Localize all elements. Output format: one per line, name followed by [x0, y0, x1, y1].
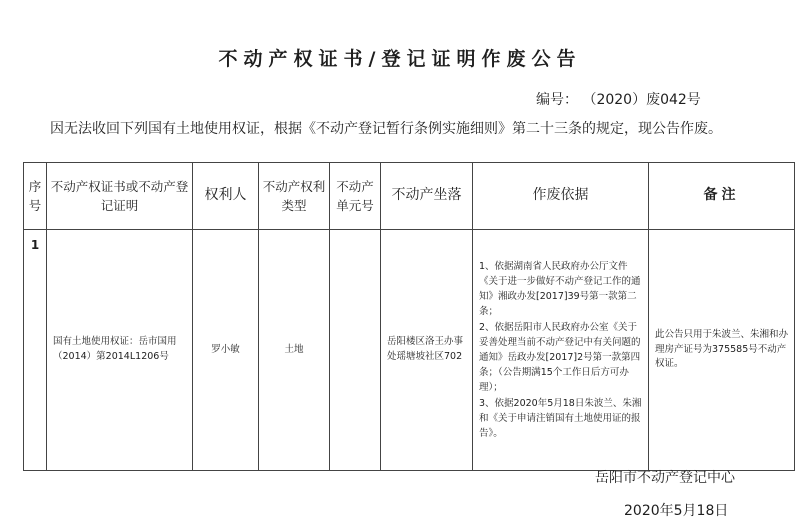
header-holder: 权利人: [193, 163, 259, 230]
header-unit-no: 不动产单元号: [330, 163, 381, 230]
basis-item-1: 1、依据湖南省人民政府办公厅文件《关于进一步做好不动产登记工作的通知》湘政办发[2017]39号第一款第二条；: [479, 260, 641, 318]
basis-item-3: 3、依据2020年5月18日朱波兰、朱湘和《关于申请注销国有土地使用证的报告》。: [479, 397, 642, 439]
cell-location: 岳阳楼区洛王办事处瑶塘坡社区702: [381, 230, 473, 471]
cell-holder: 罗小敏: [193, 230, 259, 471]
cell-unit-no: [330, 230, 381, 471]
cell-remark: 此公告只用于朱波兰、朱湘和办理房产证号为375585号不动产权证。: [649, 230, 795, 471]
cell-certificate: 国有土地使用权证：岳市国用（2014）第2014L1206号: [47, 230, 193, 471]
table-row: [24, 230, 795, 471]
header-index: 序号: [24, 163, 47, 230]
header-location: 不动产坐落: [381, 163, 473, 230]
table-header-row: [24, 163, 795, 230]
announcement-title: 不动产权证书/登记证明作废公告: [218, 48, 582, 70]
issuing-organization: 岳阳市不动产登记中心: [595, 470, 735, 486]
header-basis: 作废依据: [473, 163, 649, 230]
header-certificate: 不动产权证书或不动产登记证明: [47, 163, 193, 230]
cell-basis: [473, 230, 649, 471]
void-certificate-table: [23, 162, 795, 471]
cell-right-type: 土地: [259, 230, 330, 471]
header-remark: 备注: [649, 163, 795, 230]
header-right-type: 不动产权利类型: [259, 163, 330, 230]
document-number: 编号： （2020）废042号: [536, 92, 701, 108]
basis-item-2: 2、依据岳阳市人民政府办公室《关于妥善处理当前不动产登记中有关问题的通知》岳政办发[2017]2号第一款第四条；（公告期满15个工作日后方可办理）；: [479, 321, 641, 394]
issue-date: 2020年5月18日: [624, 503, 729, 519]
intro-text: 因无法收回下列国有土地使用权证，根据《不动产登记暂行条例实施细则》第二十三条的规定，现公告作废。: [50, 121, 722, 137]
cell-index: 1: [24, 230, 47, 471]
